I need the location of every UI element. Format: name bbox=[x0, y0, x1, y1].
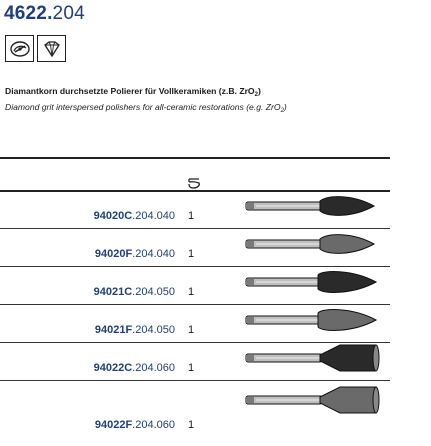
article-number-rest: .204.050 bbox=[132, 286, 175, 298]
article-number-bold: 94020F bbox=[94, 248, 133, 260]
article-number-bold: 94022C bbox=[93, 362, 133, 374]
article-number-bold: 94021F bbox=[94, 324, 133, 336]
table-row bbox=[0, 305, 390, 343]
polisher-flame-coarse-icon bbox=[242, 189, 382, 223]
table-top-rule bbox=[0, 157, 390, 159]
article-number bbox=[94, 362, 175, 374]
package-quantity: 1 bbox=[188, 210, 195, 222]
article-number bbox=[94, 210, 175, 222]
en-text: Diamond grit interspersed polishers for all-ceramic restorations (e.g. ZrO bbox=[5, 102, 281, 112]
article-number-rest: .204.040 bbox=[132, 248, 175, 260]
de-subscript: 2 bbox=[254, 92, 258, 98]
package-quantity: 1 bbox=[188, 419, 195, 431]
property-icons bbox=[5, 35, 66, 62]
de-text: Diamantkorn durchsetzte Polierer für Vollkeramiken (z.B. ZrO bbox=[5, 86, 255, 96]
table-row bbox=[0, 191, 390, 229]
polisher-bullet-fine-icon bbox=[242, 303, 382, 337]
en-subscript: 2 bbox=[280, 108, 284, 114]
polisher-cup-fine-icon bbox=[242, 383, 382, 417]
title-suffix: 204 bbox=[52, 3, 85, 24]
article-number bbox=[94, 286, 175, 298]
polisher-bullet-coarse-icon bbox=[242, 265, 382, 299]
article-number-bold: 94021C bbox=[93, 286, 133, 298]
table-row bbox=[0, 267, 390, 305]
package-quantity: 1 bbox=[188, 362, 195, 374]
article-number-bold: 94020C bbox=[93, 210, 133, 222]
article-number bbox=[95, 419, 175, 431]
article-number-bold: 94022F bbox=[94, 419, 133, 431]
description-english bbox=[5, 101, 425, 117]
polisher-flame-fine-icon bbox=[242, 227, 382, 261]
package-quantity: 1 bbox=[188, 324, 195, 336]
title-main: 4622. bbox=[4, 3, 53, 24]
table-row bbox=[0, 229, 390, 267]
article-number-rest: .204.040 bbox=[132, 210, 175, 222]
package-quantity: 1 bbox=[188, 248, 195, 260]
table-row bbox=[0, 343, 390, 381]
article-number bbox=[95, 324, 175, 336]
package-quantity: 1 bbox=[188, 286, 195, 298]
speed-icon bbox=[5, 35, 34, 62]
diamond-icon bbox=[37, 35, 66, 62]
de-close: ) bbox=[257, 86, 261, 96]
polisher-cup-coarse-icon bbox=[242, 341, 382, 375]
product-title bbox=[4, 3, 85, 25]
description-german bbox=[5, 85, 425, 101]
article-number-rest: .204.060 bbox=[132, 362, 175, 374]
table-row bbox=[0, 381, 390, 439]
en-close: ) bbox=[283, 102, 287, 112]
article-number bbox=[95, 248, 175, 260]
article-number-rest: .204.050 bbox=[132, 324, 175, 336]
article-number-rest: .204.060 bbox=[132, 419, 175, 431]
description bbox=[5, 85, 425, 117]
